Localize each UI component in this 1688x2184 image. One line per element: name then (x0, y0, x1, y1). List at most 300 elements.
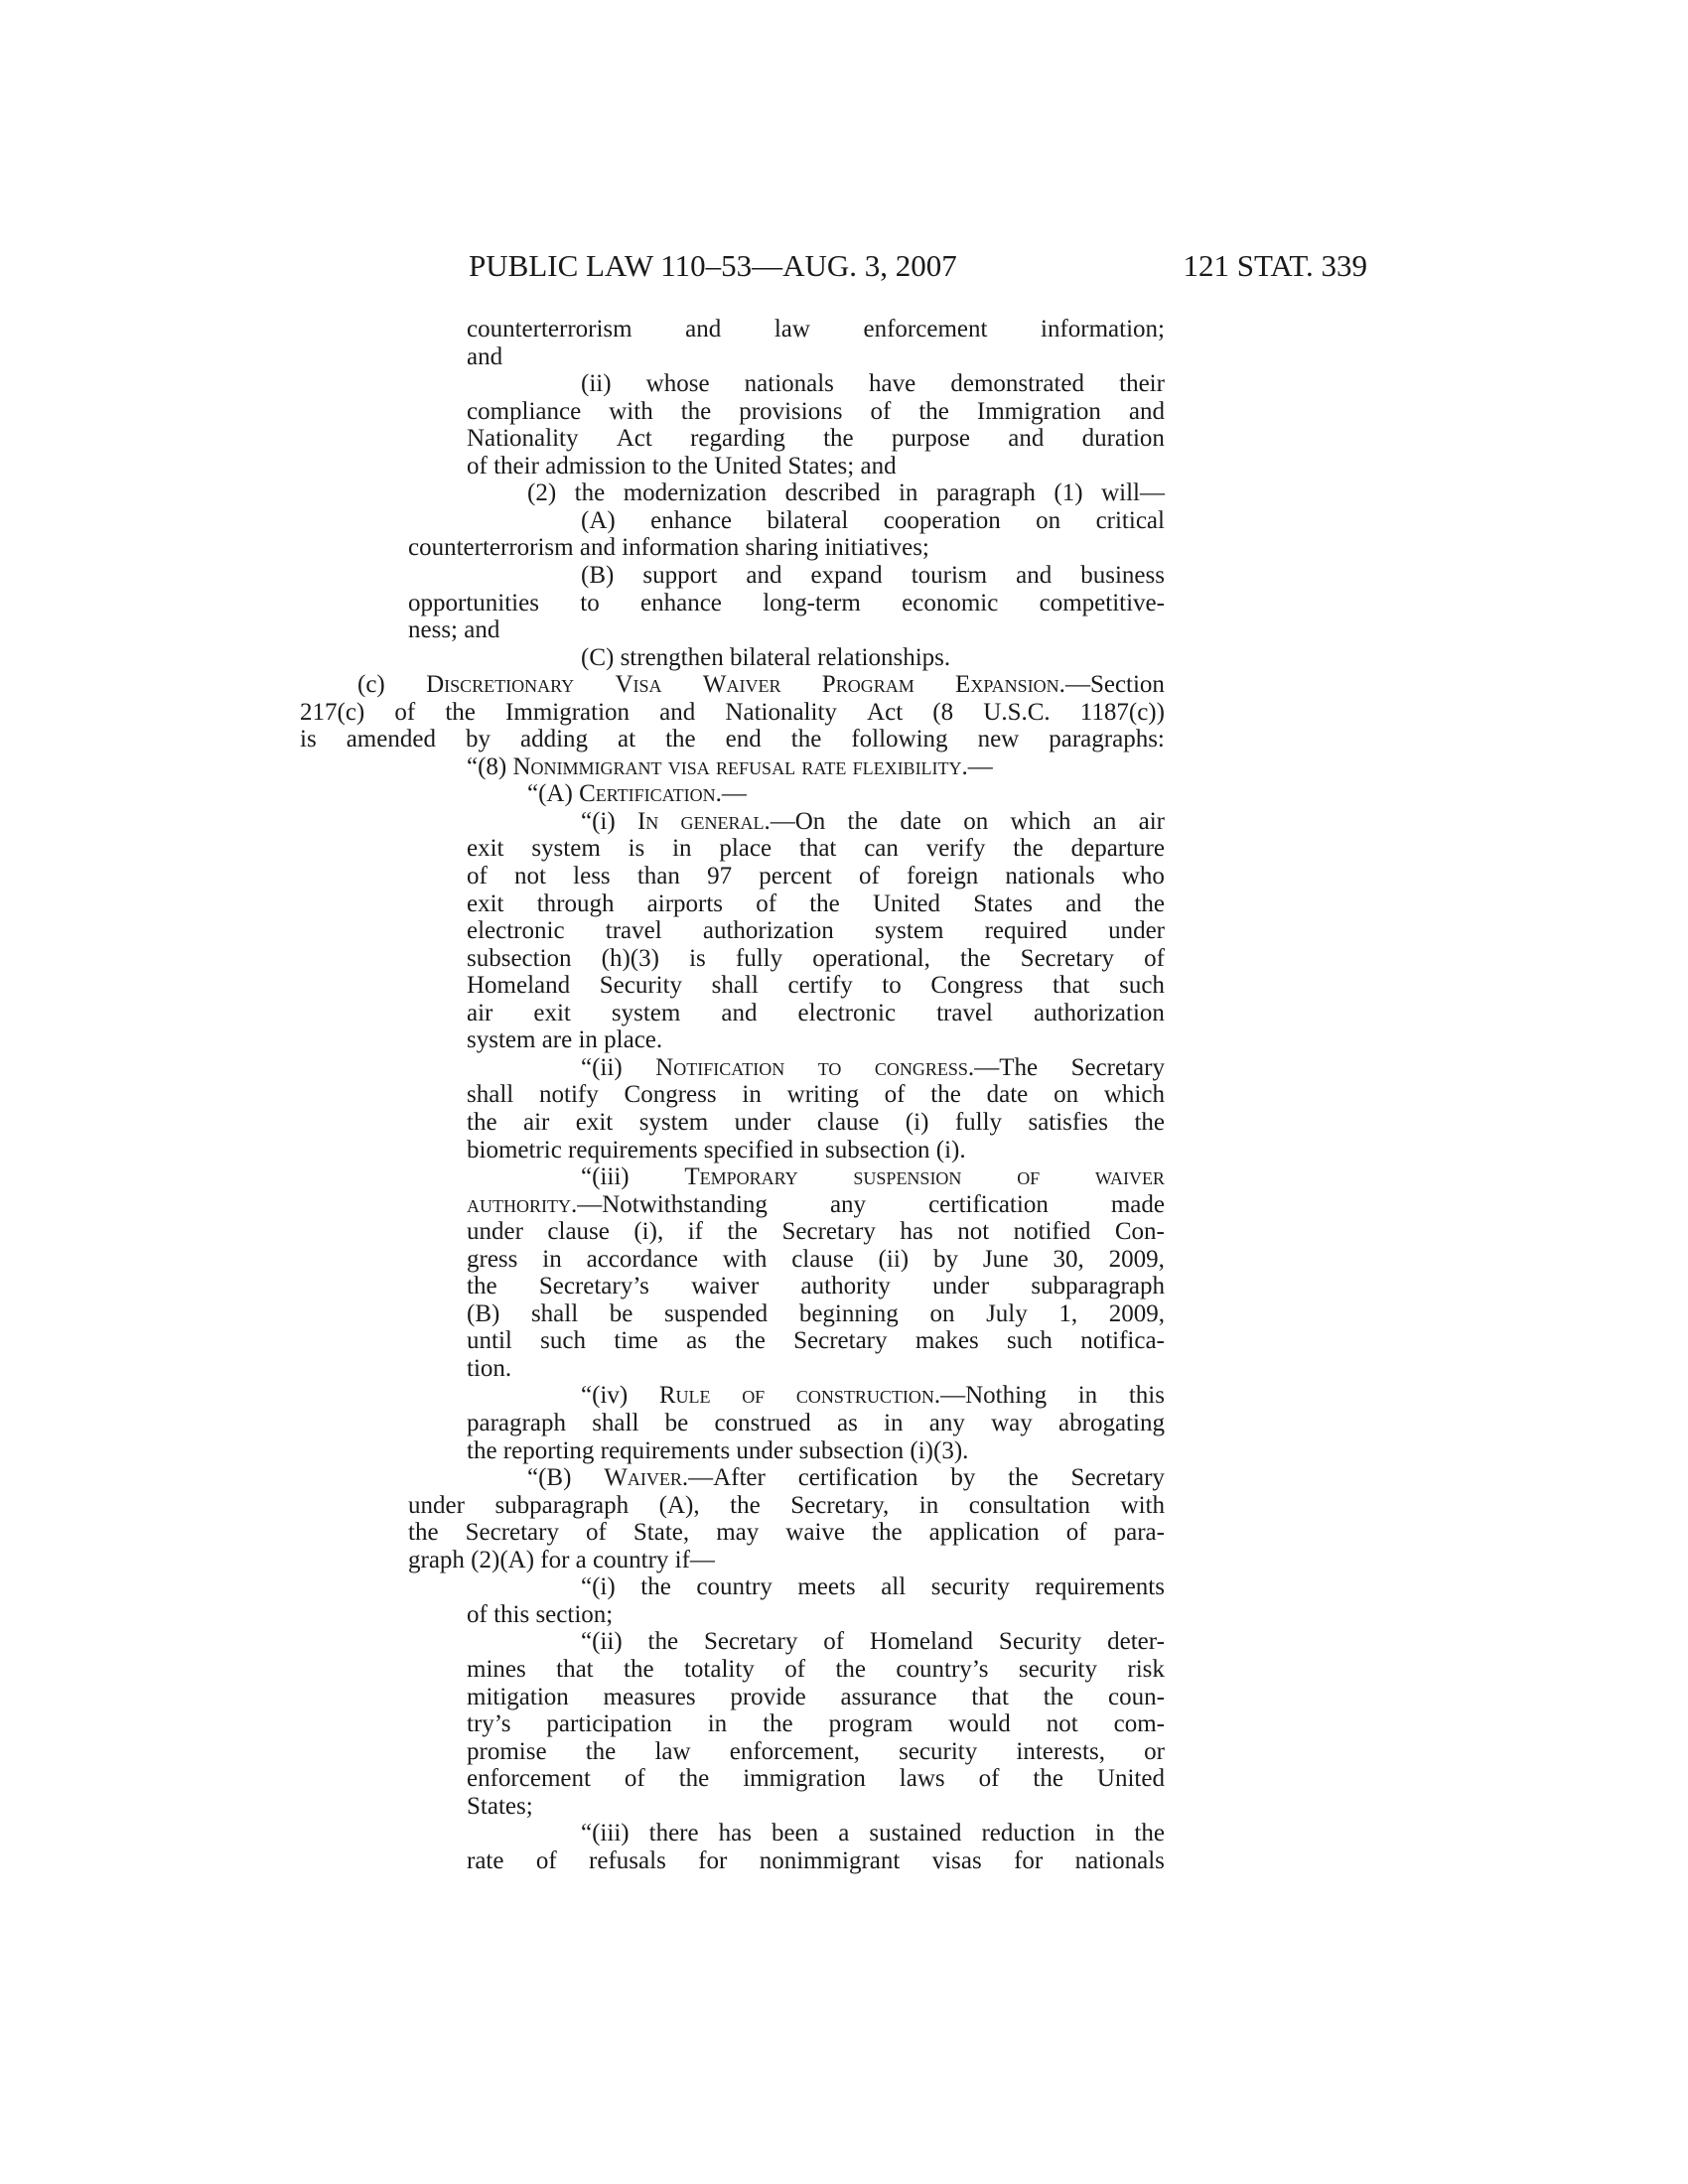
text-word: electronic (797, 999, 897, 1026)
text-word: visas (931, 1846, 982, 1874)
text-word: the (763, 1710, 793, 1738)
text-word: the (1134, 1108, 1165, 1136)
text-word: the (1033, 1765, 1063, 1793)
text-word: Secretary (793, 1327, 888, 1355)
text-line (467, 1847, 1165, 1874)
text-line (408, 1547, 715, 1573)
text-word: State, (633, 1519, 690, 1547)
text-word: exit (575, 1108, 614, 1136)
text-word: electronic (467, 917, 565, 945)
text-word: United (1096, 1765, 1165, 1793)
text-word: until (467, 1327, 512, 1355)
text-word: abrogating (1058, 1410, 1165, 1436)
text-word: whose (645, 370, 710, 398)
text-word: the (408, 1519, 439, 1547)
text-line (467, 1300, 1165, 1327)
text-word: the (930, 1081, 961, 1109)
text-word: in (884, 1410, 904, 1436)
text-word: the (640, 1573, 671, 1601)
text-word: satisfies (1028, 1108, 1109, 1136)
text-line (467, 1109, 1165, 1136)
text-line (408, 534, 929, 561)
text-line (467, 1026, 662, 1053)
text-word: Temporary (684, 1163, 798, 1191)
heading-designator: “(A) (527, 780, 580, 808)
text-word: and (685, 316, 722, 342)
text-word: than (636, 863, 680, 889)
text-word: exit (467, 835, 504, 863)
text-word: end (725, 726, 762, 753)
text-word: modernization (623, 479, 768, 507)
text-word: such (1007, 1327, 1053, 1355)
text-word: gress (467, 1245, 518, 1273)
text-word: reduction (981, 1820, 1075, 1847)
text-word: Nationality (725, 698, 837, 726)
text-line (467, 890, 1165, 917)
text-word: of (624, 1765, 645, 1793)
text-line (408, 1519, 1165, 1546)
text-word: with (609, 397, 653, 425)
text-line (581, 808, 1165, 835)
text-word: by (950, 1464, 976, 1492)
text-line (581, 370, 1165, 397)
text-word: of (586, 1519, 607, 1547)
text-word: Security (599, 972, 683, 1000)
text-line (467, 1327, 1165, 1354)
text-line (357, 671, 1165, 698)
text-word: may (716, 1519, 760, 1547)
text-word: demonstrated (950, 370, 1085, 398)
text-word: their (1119, 370, 1165, 398)
text-word: promise (467, 1737, 547, 1765)
text-word: who (1121, 863, 1165, 889)
text-word: any (829, 1190, 867, 1218)
text-word: of (823, 1628, 845, 1656)
text-word: construed (714, 1410, 811, 1436)
text-word: shall (592, 1410, 639, 1436)
text-line (467, 945, 1165, 972)
text-word: foreign (907, 863, 979, 889)
text-line (467, 1137, 966, 1163)
text-word: have (869, 370, 916, 398)
text-word: certify (787, 972, 853, 1000)
text-word: economic (902, 589, 999, 616)
text-word: June (982, 1245, 1029, 1273)
text-line (467, 1793, 533, 1820)
text-word: has (718, 1820, 752, 1847)
text-line (581, 644, 950, 671)
text-word: (A), (658, 1491, 700, 1519)
text-word: (1) (1054, 479, 1083, 507)
text-word: Homeland (467, 972, 571, 1000)
text-line (581, 507, 1165, 534)
text-word: suspended (664, 1299, 769, 1327)
text-word: and (467, 342, 503, 370)
text-word: the (678, 1765, 710, 1793)
text-word: of (467, 863, 488, 889)
text-word: which (1010, 807, 1071, 835)
text-line (467, 917, 1165, 944)
text-word: to (882, 972, 902, 1000)
text-word: the (467, 1108, 497, 1136)
text-word: authorization (1034, 999, 1165, 1026)
text-word: and (1065, 889, 1102, 917)
text-word: 97 (707, 863, 733, 889)
text-word: law (774, 316, 810, 342)
text-word: 1187(c)) (1079, 698, 1165, 726)
text-word: exit (467, 889, 504, 917)
text-line (467, 1273, 1165, 1299)
text-word: the (445, 698, 476, 726)
text-word: waive (785, 1519, 845, 1547)
text-word: sustained (869, 1820, 962, 1847)
text-word: the (574, 479, 606, 507)
text-word: under (467, 1218, 523, 1246)
text-word: there (648, 1820, 699, 1847)
text-word: such (1119, 972, 1165, 1000)
text-word: the (960, 944, 991, 972)
text-word: air (467, 999, 493, 1026)
text-word: expand (810, 561, 883, 589)
text-line (300, 699, 1165, 726)
text-word: United (872, 889, 941, 917)
text-line (408, 616, 499, 643)
text-word: “(iv) (581, 1382, 629, 1410)
text-word: system (531, 835, 601, 863)
text-word: counterterrorism (467, 316, 633, 342)
text-word: opportunities (408, 589, 539, 616)
text-word: system (874, 917, 944, 945)
text-word: shall (711, 972, 759, 1000)
text-line (467, 1355, 511, 1382)
text-word: of (784, 1655, 806, 1683)
text-word: under (932, 1273, 990, 1300)
text-word: program (828, 1710, 914, 1738)
text-word: (i) (905, 1108, 929, 1136)
text-word: on (929, 1299, 955, 1327)
text-word: ness; and (408, 616, 500, 644)
text-word: in (672, 835, 692, 863)
heading-caption: Certification.— (579, 780, 747, 808)
text-word: described (784, 479, 881, 507)
text-line (581, 1163, 1165, 1190)
text-word: States (973, 889, 1033, 917)
text-word: the (730, 1491, 761, 1519)
text-word: critical (1095, 506, 1165, 534)
text-word: paragraph (467, 1410, 566, 1436)
text-word: Immigration (505, 698, 631, 726)
text-line (581, 1628, 1165, 1655)
text-word: by (932, 1245, 958, 1273)
text-word: notified (1013, 1218, 1091, 1246)
text-word: adding (519, 726, 589, 753)
text-line (467, 1684, 1165, 1710)
text-word: less (573, 863, 611, 889)
text-word: participation (546, 1710, 672, 1738)
text-word: waiver (1094, 1163, 1165, 1191)
text-word: “(i) (581, 1573, 616, 1601)
text-line (467, 1191, 1165, 1218)
text-word: authority.—Notwithstanding (467, 1190, 768, 1218)
text-word: by (465, 726, 491, 753)
text-word: nonimmigrant (759, 1846, 901, 1874)
text-word: authorization (702, 917, 834, 945)
text-word: shall (530, 1299, 579, 1327)
text-word: duration (1081, 425, 1165, 453)
text-word: to (817, 1053, 842, 1081)
text-word: measures (603, 1683, 696, 1710)
text-word: the reporting requirements under subsection (i)(3). (467, 1436, 969, 1464)
text-word: is (628, 835, 645, 863)
text-word: airports (646, 889, 724, 917)
text-word: (2) (527, 479, 557, 507)
text-word: 2009, (1108, 1245, 1165, 1273)
text-word: of (1144, 944, 1165, 972)
text-word: “(B) (527, 1464, 572, 1492)
text-word: Immigration (976, 397, 1101, 425)
text-word: such (540, 1327, 586, 1355)
text-word: in (707, 1710, 728, 1738)
text-word: is (300, 726, 317, 753)
text-word: an (1092, 807, 1117, 835)
text-word: certification (928, 1190, 1049, 1218)
text-word: Secretary (1070, 1464, 1165, 1492)
text-word: long-term (763, 589, 861, 616)
text-word: construction.—Nothing (795, 1382, 1048, 1410)
text-word: purpose (891, 425, 971, 453)
text-word: would (948, 1710, 1011, 1738)
text-word: enforcement (467, 1765, 591, 1793)
text-word: general.—On (680, 807, 826, 835)
text-line (581, 562, 1165, 589)
text-line (527, 479, 1165, 506)
text-word: country’s (896, 1655, 989, 1683)
text-word: immigration (743, 1765, 866, 1793)
text-word: Con- (1114, 1218, 1165, 1246)
text-word: biometric requirements specified in subsection (i). (467, 1136, 966, 1163)
text-word: all (881, 1573, 907, 1601)
text-line (467, 425, 1165, 452)
text-word: the (624, 1655, 654, 1683)
text-word: Secretary (703, 1628, 798, 1656)
text-word: percent (759, 863, 832, 889)
text-line (467, 1738, 1165, 1765)
text-word: required (984, 917, 1067, 945)
text-word: the (647, 1628, 679, 1656)
text-word: the (790, 726, 822, 753)
text-word: (B) (581, 561, 615, 589)
text-word: information; (1041, 316, 1165, 342)
text-word: Secretary, (790, 1491, 890, 1519)
text-line (467, 863, 1165, 889)
text-word: of (870, 397, 892, 425)
text-word: enhance (650, 506, 733, 534)
text-word: Notification (655, 1053, 785, 1081)
text-word: support (642, 561, 718, 589)
text-word: Secretary (1070, 1053, 1165, 1081)
text-word: U.S.C. (983, 698, 1051, 726)
text-word: with (722, 1245, 768, 1273)
text-word: a (838, 1820, 850, 1847)
text-word: at (618, 726, 636, 753)
text-line (467, 1000, 1165, 1026)
text-word: tion. (467, 1354, 512, 1382)
text-line (581, 1054, 1165, 1081)
text-word: and (1016, 561, 1053, 589)
text-word: and (1008, 425, 1045, 453)
text-word: (B) (467, 1299, 500, 1327)
text-word: any (928, 1410, 965, 1436)
heading-designator: “(8) (467, 752, 513, 780)
text-word: security (899, 1737, 978, 1765)
text-word: that (798, 835, 837, 863)
text-word: consultation (968, 1491, 1090, 1519)
text-word: Act (616, 425, 652, 453)
text-word: in (542, 1245, 562, 1273)
text-word: that (971, 1683, 1009, 1710)
text-word: 30, (1053, 1245, 1084, 1273)
text-word: and (721, 999, 758, 1026)
text-word: of (884, 1081, 906, 1109)
text-word: com- (1113, 1710, 1165, 1738)
text-line (467, 1437, 968, 1464)
text-line (300, 726, 1165, 752)
text-word: congress.—The (874, 1053, 1039, 1081)
text-word: “(iii) (581, 1820, 630, 1847)
text-word: Secretary (465, 1519, 559, 1547)
text-word: place (719, 835, 773, 863)
text-line (467, 835, 1165, 862)
text-word: under (1108, 917, 1165, 945)
text-word: system (611, 999, 681, 1026)
text-word: clause (791, 1245, 854, 1273)
text-word: the (1134, 1820, 1165, 1847)
text-word: way (991, 1410, 1033, 1436)
text-word: is (689, 944, 706, 972)
text-line (408, 590, 1165, 616)
text-word: of (1065, 1519, 1087, 1547)
text-word: through (536, 889, 615, 917)
running-header-title: PUBLIC LAW 110–53—AUG. 3, 2007 (469, 248, 957, 283)
heading-caption: Nonimmigrant visa refusal rate flexibility.— (512, 752, 993, 780)
text-word: writing (786, 1081, 859, 1109)
text-line (467, 316, 1165, 342)
text-word: the (665, 726, 696, 753)
text-word: (8 (932, 698, 954, 726)
text-word: departure (1070, 835, 1165, 863)
text-word: will— (1101, 479, 1165, 507)
text-word: paragraph (935, 479, 1036, 507)
text-word: (h)(3) (601, 944, 659, 972)
text-line (467, 1246, 1165, 1273)
text-word: suspension (853, 1163, 962, 1191)
text-word: Secretary (1020, 944, 1115, 972)
text-word: the (1013, 835, 1044, 863)
text-word: 1, (1058, 1299, 1078, 1327)
text-word: date (900, 807, 941, 835)
text-word: business (1080, 561, 1165, 589)
text-word: as (686, 1327, 707, 1355)
text-word: date (986, 1081, 1029, 1109)
text-word: accordance (586, 1245, 698, 1273)
text-line (467, 1710, 1165, 1737)
text-word: compliance (467, 397, 582, 425)
text-word: the (727, 1218, 759, 1246)
text-word: nationals (1005, 863, 1095, 889)
text-word: amended (346, 726, 436, 753)
text-line (467, 1081, 1165, 1108)
text-word: fully (954, 1108, 1003, 1136)
text-word: (C) strengthen bilateral relationships. (581, 643, 951, 671)
text-word: the (585, 1737, 617, 1765)
text-word: Secretary (781, 1218, 876, 1246)
text-word: bilateral (767, 506, 849, 534)
text-word: Homeland (869, 1628, 974, 1656)
text-word: travel (936, 999, 993, 1026)
text-word: paragraphs: (1049, 726, 1165, 753)
text-word: application (928, 1519, 1040, 1547)
text-word: clause (547, 1218, 610, 1246)
text-word: “(i) (581, 807, 616, 835)
text-word: Rule (658, 1382, 711, 1410)
text-word: on (963, 807, 989, 835)
text-word: not (514, 863, 546, 889)
text-word: tourism (911, 561, 988, 589)
text-word: Secretary’s (538, 1273, 649, 1300)
text-word: law (654, 1737, 691, 1765)
text-word: totality (683, 1655, 755, 1683)
text-word: Security (998, 1628, 1082, 1656)
text-word: been (771, 1820, 819, 1847)
text-word: country (696, 1573, 773, 1601)
text-word: of (859, 863, 880, 889)
text-word: (ii) (878, 1245, 910, 1273)
text-word: shall (467, 1081, 514, 1109)
text-word: that (556, 1655, 594, 1683)
text-word: fully (735, 944, 783, 972)
text-word: on (1054, 1081, 1079, 1109)
text-word: verify (925, 835, 986, 863)
text-word: In (636, 807, 659, 835)
text-line (467, 753, 993, 780)
text-word: rate (467, 1846, 504, 1874)
text-line (467, 343, 502, 370)
text-word: assurance (840, 1683, 937, 1710)
text-word: waiver (691, 1273, 760, 1300)
text-word: Congress (930, 972, 1024, 1000)
text-line (467, 1765, 1165, 1792)
text-word: that (1053, 972, 1090, 1000)
text-word: the (872, 1519, 903, 1547)
text-word: deter- (1107, 1628, 1165, 1656)
text-word: coun- (1108, 1683, 1165, 1710)
text-word: Discretionary (426, 671, 575, 699)
text-word: operational, (812, 944, 930, 972)
text-word: notifica- (1080, 1327, 1165, 1355)
text-word: the (680, 397, 712, 425)
text-word: provisions (739, 397, 843, 425)
text-word: authority (800, 1273, 891, 1300)
text-word: in (918, 1491, 939, 1519)
text-word: (ii) (581, 370, 612, 398)
text-line (581, 1382, 1165, 1409)
text-word: nationals (1074, 1846, 1165, 1874)
text-line (467, 972, 1165, 999)
text-word: makes (914, 1327, 979, 1355)
text-word: (i), (633, 1218, 664, 1246)
text-word: of their admission to the United States; and (467, 452, 897, 479)
text-word: the (918, 397, 949, 425)
